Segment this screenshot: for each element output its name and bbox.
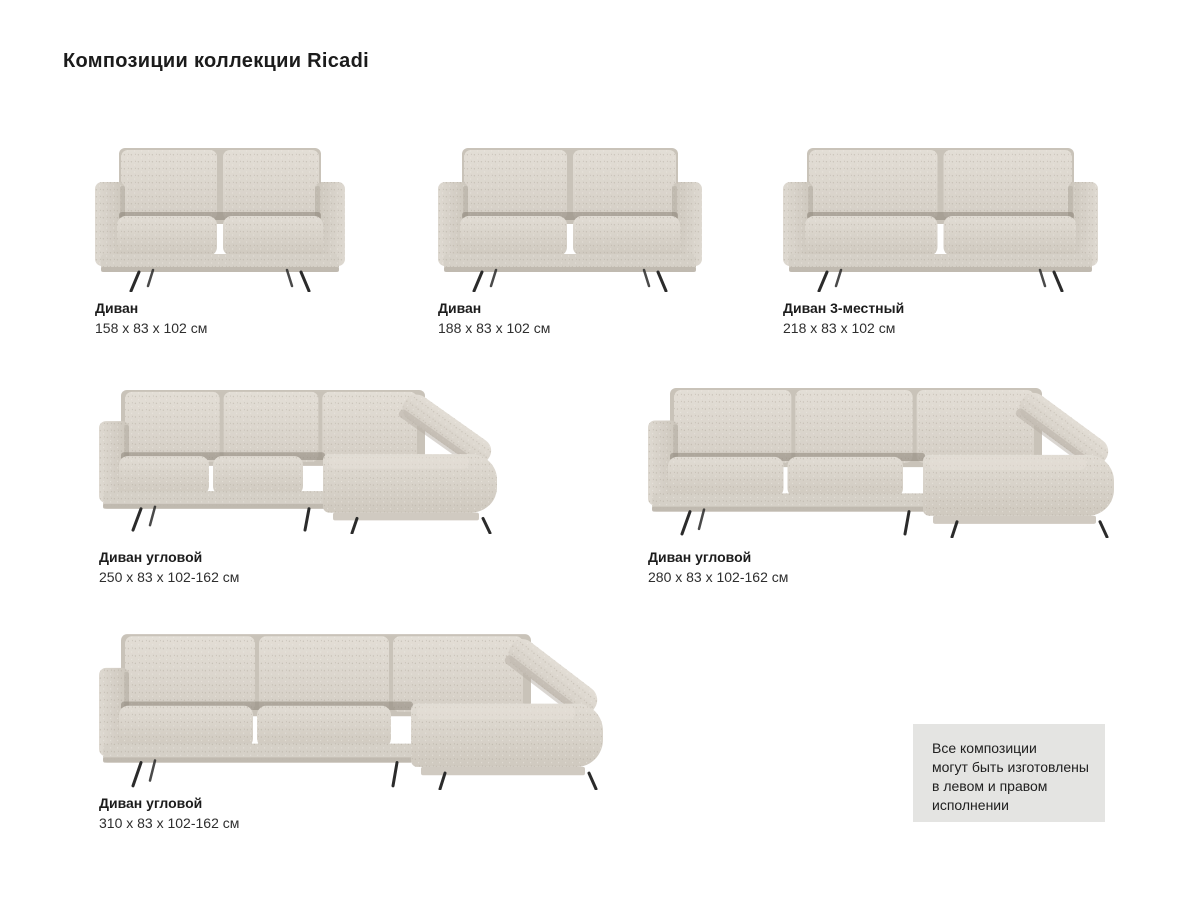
sofa-image-218 [783, 146, 1098, 298]
product-card-corner-280 [648, 386, 1120, 587]
note-box [913, 724, 1105, 822]
product-dimensions: 218 x 83 x 102 см [783, 320, 896, 336]
product-dimensions: 310 x 83 x 102-162 см [99, 815, 240, 831]
product-card-corner-310 [99, 632, 609, 833]
product-dimensions: 158 x 83 x 102 см [95, 320, 208, 336]
product-card-sofa-218 [783, 146, 1098, 338]
product-card-corner-250 [99, 388, 503, 587]
product-card-sofa-188 [438, 146, 702, 338]
sofa-image-158 [95, 146, 345, 298]
product-name: Диван 3-местный [783, 300, 905, 316]
product-name: Диван угловой [99, 795, 203, 811]
product-name: Диван [438, 300, 482, 316]
corner-sofa-image-280 [648, 386, 1120, 547]
sofa-image-188 [438, 146, 702, 298]
product-dimensions: 188 x 83 x 102 см [438, 320, 551, 336]
product-card-sofa-158 [95, 146, 345, 338]
product-name: Диван угловой [648, 549, 752, 565]
page-title: Композиции коллекции Ricadi [63, 50, 369, 72]
note-line: Все композиции [932, 740, 1037, 756]
note-line: в левом и правом [932, 778, 1048, 794]
product-name: Диван [95, 300, 139, 316]
product-dimensions: 280 x 83 x 102-162 см [648, 569, 789, 585]
product-dimensions: 250 x 83 x 102-162 см [99, 569, 240, 585]
note-line: исполнении [932, 797, 1009, 813]
corner-sofa-image-250 [99, 388, 503, 547]
product-name: Диван угловой [99, 549, 203, 565]
corner-sofa-image-310 [99, 632, 609, 793]
note-line: могут быть изготовлены [932, 759, 1089, 775]
